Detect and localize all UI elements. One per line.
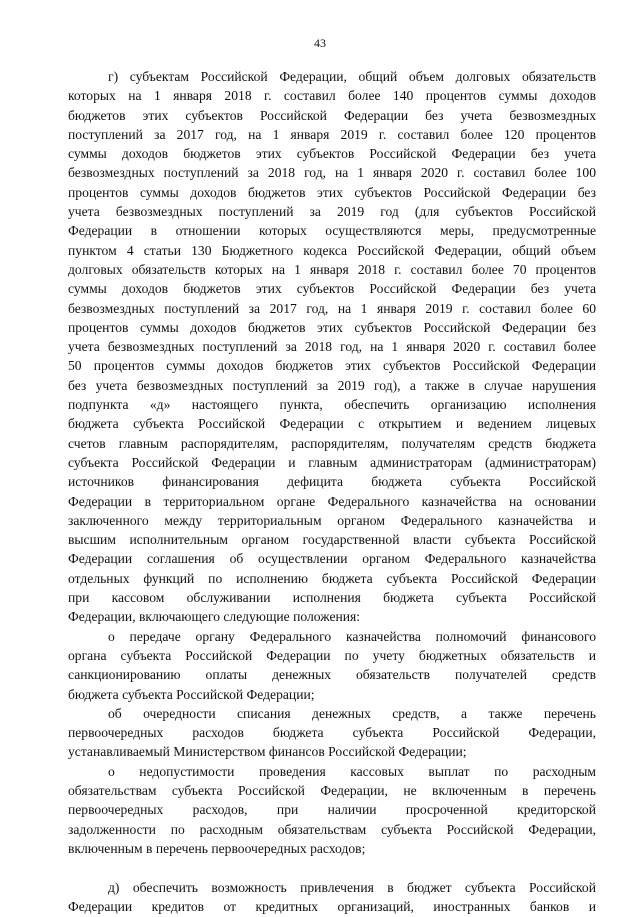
text-line: Федерации в территориальном органе Федерального казначейства на основании (68, 493, 596, 509)
text-line: о недопустимости проведения кассовых выплат по расходным (108, 763, 596, 779)
text-line: д) обеспечить возможность привлечения в бюджет субъекта Российской (108, 880, 596, 896)
text-line: безвозмездных поступлений за 2018 год, на 1 января 2020 г. составил более 100 (68, 165, 596, 181)
text-line: Федерации, включающего следующие положения: (68, 609, 361, 625)
text-line: учета безвозмездных поступлений за 2018 год, на 1 января 2020 г. составил более (68, 339, 596, 355)
text-line: безвозмездных поступлений за 2017 год, на 1 января 2019 г. составил более 60 (68, 300, 596, 316)
text-line: учета безвозмездных поступлений за 2019 год (для субъектов Российской (68, 204, 596, 220)
text-line: высшим исполнительным органом государственной власти субъекта Российской (68, 532, 596, 548)
paragraph (68, 762, 596, 858)
text-line: первоочередных расходов, при наличии просроченной кредиторской (68, 802, 596, 818)
text-line: суммы доходов бюджетов этих субъектов Российской Федерации без учета (68, 281, 596, 297)
text-line: г) субъектам Российской Федерации, общий объем долговых обязательств (108, 69, 596, 84)
text-line: поступлений за 2017 год, на 1 января 2019 г. составил более 120 процентов (68, 126, 596, 142)
text-line: долговых обязательств которых на 1 января 2018 г. составил более 70 процентов (68, 261, 596, 277)
paragraph (68, 67, 596, 627)
text-line: органа субъекта Российской Федерации по учету бюджетных обязательств и (68, 647, 596, 663)
text-line: при кассовом обслуживании исполнения бюджета субъекта Российской (68, 590, 596, 606)
text-line: Федерации в отношении которых осуществляются меры, предусмотренные (68, 223, 596, 239)
text-line: первоочередных расходов бюджета субъекта Российской Федерации, (68, 725, 596, 741)
text-line: бюджетов этих субъектов Российской Федерации без учета безвозмездных (68, 107, 596, 123)
text-line: суммы доходов бюджетов этих субъектов Российской Федерации без учета (68, 146, 596, 162)
text-line: санкционированию оплаты денежных обязательств получателей средств (68, 667, 596, 683)
text-line: бюджета субъекта Российской Федерации с открытием и ведением лицевых (68, 416, 596, 432)
text-line: включенным в перечень первоочередных расходов; (68, 840, 366, 856)
paragraph (68, 704, 596, 762)
text-line: счетов главным распорядителям, распорядителям, получателям средств бюджета (68, 435, 596, 451)
text-line: о передаче органу Федерального казначейства полномочий финансового (108, 628, 596, 644)
page-number: 43 (314, 36, 326, 50)
text-line: источников финансирования дефицита бюджета субъекта Российской (68, 474, 596, 490)
text-line: Федерации кредитов от кредитных организаций, иностранных банков и (68, 899, 596, 915)
paragraph-gap (68, 858, 596, 878)
document-body (68, 67, 596, 917)
text-line: подпункта «д» настоящего пункта, обеспечить организацию исполнения (68, 397, 596, 413)
text-line: 50 процентов суммы доходов бюджетов этих субъектов Российской Федерации (68, 358, 596, 374)
text-line: отдельных функций по исполнению бюджета субъекта Российской Федерации (68, 570, 596, 586)
text-line: процентов суммы доходов бюджетов этих субъектов Российской Федерации без (68, 184, 596, 200)
text-line: без учета безвозмездных поступлений за 2019 год), а также в случае нарушения (68, 377, 596, 393)
text-line: процентов суммы доходов бюджетов этих субъектов Российской Федерации без (68, 319, 596, 335)
text-line: об очередности списания денежных средств, а также перечень (108, 705, 596, 721)
text-line: пунктом 4 статьи 130 Бюджетного кодекса Российской Федерации, общий объем (68, 242, 596, 258)
paragraph (68, 627, 596, 704)
text-line: устанавливаемый Министерством финансов Российской Федерации; (68, 744, 467, 760)
text-line: субъекта Российской Федерации и главным администраторам (администраторам) (68, 454, 596, 470)
text-line: бюджета субъекта Российской Федерации; (68, 686, 315, 702)
text-line: заключенного между территориальным органом Федерального казначейства и (68, 512, 596, 528)
text-line: задолженности по расходным обязательствам субъекта Российской Федерации, (68, 821, 596, 837)
text-line: которых на 1 января 2018 г. составил более 140 процентов суммы доходов (68, 88, 596, 104)
text-line: обязательствам субъекта Российской Федерации, не включенным в перечень (68, 782, 596, 798)
paragraph (68, 878, 596, 917)
text-line: Федерации соглашения об осуществлении органом Федерального казначейства (68, 551, 596, 567)
